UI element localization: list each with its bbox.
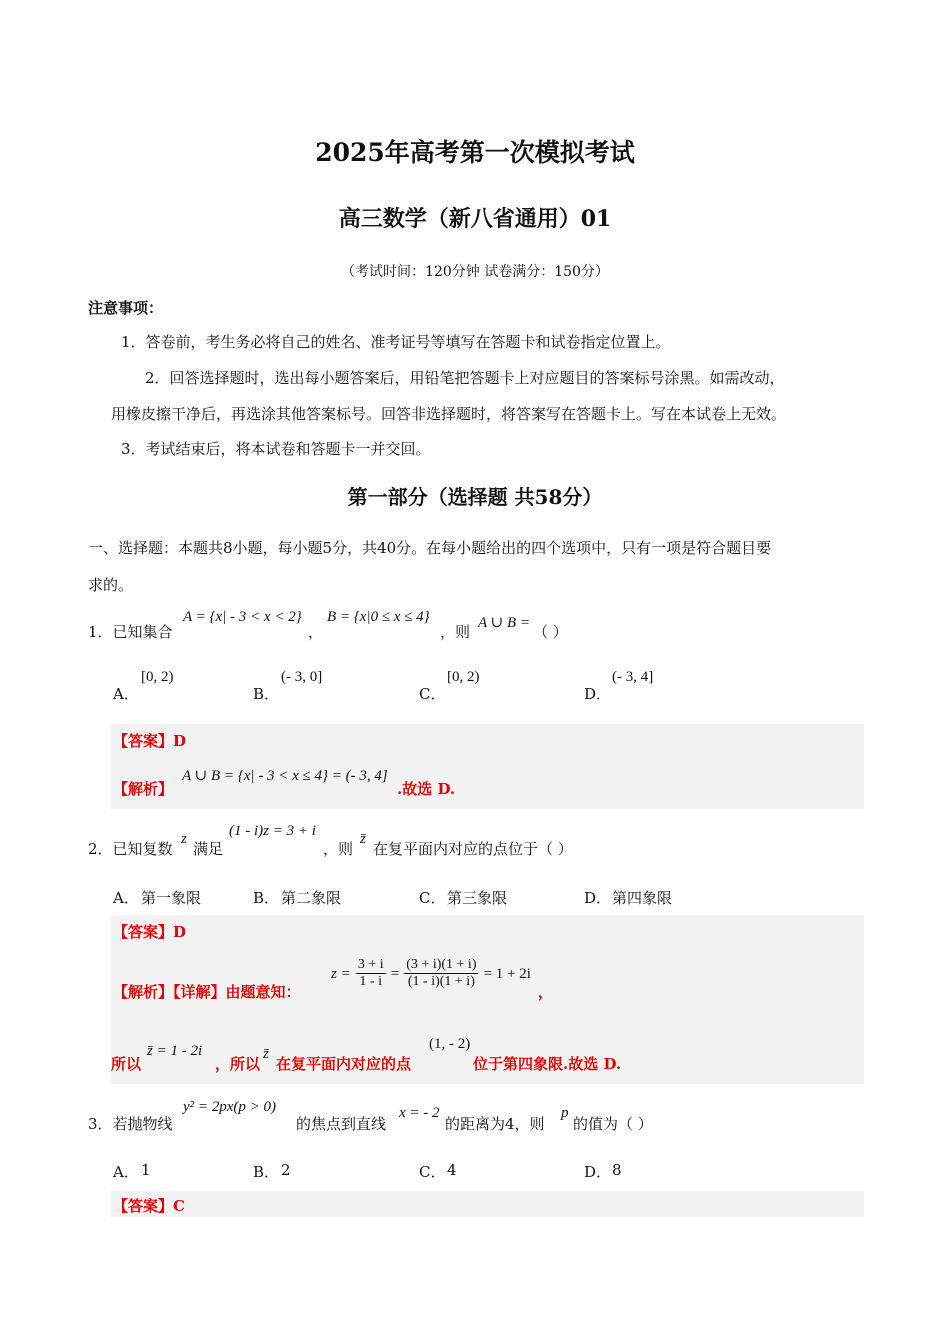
q1-sep: ， (308, 623, 324, 641)
q3-prefix: 3．若抛物线 (88, 1115, 173, 1133)
q2-z-eq: z = (331, 966, 351, 982)
q3-tail: 的值为（ ） (573, 1115, 653, 1133)
q2-option-d-label: D． (584, 889, 612, 907)
q3-option-d-label: D． (584, 1163, 612, 1181)
q1-option-a-value: [0, 2) (141, 669, 174, 685)
q1-option-d-label: D． (584, 685, 612, 703)
q2-prefix: 2．已知复数 (88, 840, 173, 858)
q1-analysis-math: A ∪ B = {x| - 3 < x ≤ 4} = (- 3, 4] (182, 768, 388, 784)
q3-parabola: y² = 2px(p > 0) (183, 1099, 277, 1115)
q2-line2-a: 所以 (111, 1055, 142, 1073)
q1-option-c-value: [0, 2) (447, 669, 480, 685)
q1-option-b-value: (- 3, 0] (281, 669, 323, 685)
q2-option-b-label: B． (253, 889, 280, 907)
q1-prefix: 1．已知集合 (88, 623, 173, 641)
q2-line2-d: 位于第四象限.故选 D. (473, 1055, 622, 1073)
q2-fraction-2 (404, 957, 478, 990)
q2-answer-box (111, 915, 864, 1084)
q3-option-b-label: B． (253, 1163, 280, 1181)
q3-answer: 【答案】C (113, 1197, 185, 1215)
q2-answer: 【答案】D (113, 923, 187, 941)
q1-paren: （ ） (533, 623, 568, 641)
q1-option-b-label: B． (253, 685, 280, 703)
q2-result: = 1 + 2i (483, 966, 531, 982)
q1-option-a-label: A． (113, 685, 139, 703)
q2-fraction-1-den: 1 - i (359, 974, 382, 989)
q3-option-d-value: 8 (612, 1161, 622, 1179)
page-title: 2025年高考第一次模拟考试 (315, 138, 635, 167)
q2-fraction-1 (356, 957, 386, 990)
q2-option-a-value: 第一象限 (141, 889, 202, 907)
q2-mid2: ，则 (323, 840, 354, 858)
section-instruction-2: 求的。 (88, 576, 134, 594)
q2-z: z (181, 831, 187, 847)
q2-zbar: z̄ (360, 831, 366, 847)
q2-option-a-label: A． (113, 889, 139, 907)
q3-option-b-value: 2 (281, 1161, 291, 1179)
q1-analysis-label: 【解析】 (113, 780, 174, 798)
q1-set-b: B = {x|0 ≤ x ≤ 4} (327, 609, 430, 625)
q3-option-a-label: A． (113, 1163, 139, 1181)
q2-option-b-value: 第二象限 (281, 889, 342, 907)
q2-mid1: 满足 (193, 840, 224, 858)
q2-option-d-value: 第四象限 (612, 889, 673, 907)
q2-fraction-2-num: (3 + i)(1 + i) (406, 957, 477, 972)
q1-set-a: A = {x| - 3 < x < 2} (183, 609, 302, 625)
notice-item-2a: 2．回答选择题时，选出每小题答案后，用铅笔把答题卡上对应题目的答案标号涂黑。如需改动， (145, 369, 785, 387)
q2-option-c-value: 第三象限 (447, 889, 508, 907)
q2-equation: (1 - i)z = 3 + i (229, 823, 316, 839)
q2-option-c-label: C． (419, 889, 446, 907)
q2-line2-zbar: z̄ (263, 1046, 269, 1062)
q1-option-d-value: (- 3, 4] (612, 669, 654, 685)
q1-analysis-tail: .故选 D. (397, 780, 456, 798)
q2-line2-c: 在复平面内对应的点 (276, 1055, 412, 1073)
notice-item-1: 1．答卷前，考生务必将自己的姓名、准考证号等填写在答题卡和试卷指定位置上。 (121, 333, 671, 351)
exam-info: （考试时间：120分钟 试卷满分：150分） (341, 264, 609, 280)
section-heading: 第一部分（选择题 共58分） (347, 485, 603, 509)
notice-item-3: 3．考试结束后，将本试卷和答题卡一并交回。 (121, 440, 431, 458)
notice-item-2b: 用橡皮擦干净后，再选涂其他答案标号。回答非选择题时，将答案写在答题卡上。写在本试卷上无效。 (111, 405, 787, 423)
q2-line2-b: ，所以 (215, 1055, 261, 1073)
q2-fraction-2-den: (1 - i)(1 + i) (407, 974, 475, 989)
q2-tail: 在复平面内对应的点位于（ ） (373, 840, 573, 858)
q3-option-c-value: 4 (447, 1161, 457, 1179)
q3-option-a-value: 1 (141, 1161, 151, 1179)
q2-fraction-1-num: 3 + i (357, 957, 384, 972)
q1-answer: 【答案】D (113, 732, 187, 750)
q2-line2-point: (1, - 2) (429, 1036, 471, 1052)
q2-analysis-label: 【解析】【详解】由题意知： (113, 983, 301, 1001)
notice-heading: 注意事项： (88, 299, 164, 317)
q1-mid: ，则 (440, 623, 471, 641)
q1-union: A ∪ B = (478, 615, 530, 631)
q3-option-c-label: C． (419, 1163, 446, 1181)
q1-answer-box (111, 724, 864, 809)
q3-answer-box (111, 1191, 864, 1217)
q3-line: x = - 2 (399, 1105, 440, 1121)
q3-mid1: 的焦点到直线 (296, 1115, 387, 1133)
q3-mid2: 的距离为4，则 (445, 1115, 545, 1133)
section-instruction-1: 一、选择题：本题共8小题，每小题5分，共40分。在每小题给出的四个选项中，只有一项是符合题目要 (88, 539, 772, 557)
q2-comma: ， (538, 983, 554, 1001)
q1-option-c-label: C． (419, 685, 446, 703)
q2-eq-sign: = (390, 966, 400, 982)
q3-p: p (561, 1105, 569, 1121)
q2-line2-math1: z̄ = 1 - 2i (147, 1043, 203, 1059)
q2-derivation (331, 957, 531, 990)
page-subtitle: 高三数学（新八省通用）01 (338, 206, 612, 232)
